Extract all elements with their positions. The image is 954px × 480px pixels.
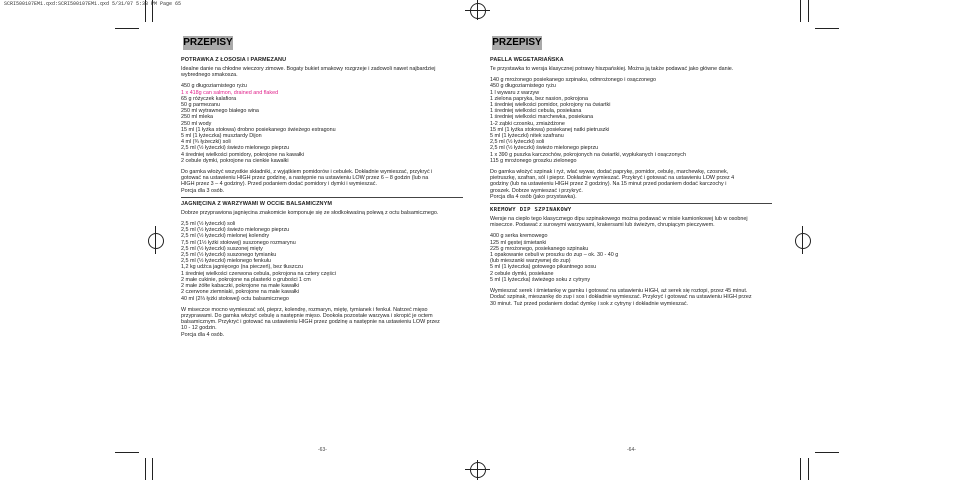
- ingredient: 2,5 ml (½ łyżeczki) świeżo mielonego pieprzu: [181, 227, 290, 234]
- recipe-method: W miseczce mocno wymieszać sól, pieprz, kolendrę, rozmaryn, miętę, tymianek i fenkuł. Natrzeć mięso: [181, 306, 428, 313]
- recipe-method: Do garnka włożyć szpinak i ryż, wlać wywar, dodać paprykę, pomidor, cebulę, marchewkę, czosnek,: [490, 169, 729, 176]
- recipe-method: godziny (lub na ustawieniu HIGH przez 2 godziny). Na 15 minut przed podaniem dodać karczochy i: [490, 181, 727, 188]
- registration-crosshair: [465, 10, 490, 11]
- recipe-title: PAELLA WEGETARIAŃSKA: [490, 57, 564, 63]
- ingredient: 5 ml (1 łyżeczka) gotowego pikantnego sosu: [490, 264, 597, 271]
- ingredient: 2 małe cukinie, pokrojone na plasterki o grubości 1 cm: [181, 276, 311, 283]
- registration-mark-icon: [470, 462, 486, 478]
- ingredient: 250 ml wytrawnego białego wina: [181, 108, 259, 115]
- page-number: -63-: [318, 447, 327, 453]
- recipe-intro: Idealne danie na chłodne wieczory zimowe. Bogaty bukiet smakowy rozgrzeje i zadowoli nawet najbardziej: [181, 66, 436, 72]
- recipe-method: pietruszkę, szafran, sól i pieprz. Dokładnie wymieszać. Przykryć i gotować na ustawieniu LOW przez 4: [490, 175, 735, 182]
- crop-mark: [800, 0, 801, 22]
- ingredient: 40 ml (2⅔ łyżki stołowej) octu balsamicznego: [181, 295, 289, 302]
- ingredient: 1 x 390 g puszka karczochów, pokrojonych na ćwiartki, wypłukanych i osączonych: [490, 151, 686, 158]
- registration-crosshair: [155, 226, 156, 254]
- recipe-method: Dodać szpinak, mieszankę do zup i sos i dokładnie wymieszać. Przykryć i gotować na ustawieniu HIGH przez: [490, 294, 752, 301]
- crop-mark: [145, 0, 146, 22]
- ingredient: 2,5 ml (½ łyżeczki) soli: [490, 139, 545, 146]
- ingredient: 1 opakowanie cebuli w proszku do zup – ok. 30 - 40 g: [490, 252, 619, 259]
- section-divider: [490, 203, 772, 204]
- ingredient: 1 l wywaru z warzyw: [490, 89, 540, 96]
- registration-crosshair: [465, 469, 490, 470]
- ingredient: 450 g długoziarnistego ryżu: [490, 83, 556, 90]
- recipe-title: JAGNIĘCINA Z WARZYWAMI W OCCIE BALSAMICZNYM: [181, 200, 333, 207]
- recipe-method: balsamicznym. Przykryć i gotować na ustawieniu HIGH przez godzinę a następnie na ustawieniu LOW przez: [181, 319, 440, 326]
- ingredient: (lub mieszanki warzywnej do zup): [490, 258, 571, 265]
- crop-mark: [152, 0, 153, 22]
- ingredient: 1-2 ząbki czosnku, zmiażdżone: [490, 120, 565, 127]
- ingredient: 2,5 ml (½ łyżeczki) mielonej kolendry: [181, 233, 270, 240]
- ingredient: 2 cebule dymki, pokrojone na cienkie kawałki: [181, 157, 289, 164]
- ingredient: 1 zielona papryka, bez nasion, pokrojona: [490, 95, 588, 102]
- ingredient: 2,5 ml (½ łyżeczki) soli: [181, 221, 236, 228]
- ingredient: 250 ml wody: [181, 120, 212, 127]
- ingredient: 225 g mrożonego, posiekanego szpinaku: [490, 245, 589, 252]
- ingredient: 2 małe żółte kabaczki, pokrojone na małe kawałki: [181, 283, 300, 290]
- crop-mark: [808, 458, 809, 480]
- ingredient: 4 ml (¾ łyżeczki) soli: [181, 139, 231, 146]
- ingredient: 15 ml (1 łyżka stołowa) drobno posiekanego świeżego estragonu: [181, 126, 336, 133]
- ingredient: 450 g długoziarnistego ryżu: [181, 83, 247, 90]
- section-tag: PRZEPISY: [183, 37, 233, 48]
- ingredient: 1 średniej wielkości czerwona cebula, pokrojona na cztery części: [181, 270, 336, 277]
- recipe-intro: Wersje na ciepło tego klasycznego dipu szpinakowego można podawać w misie kamionkowej lub w osobnej: [490, 216, 748, 223]
- ingredient: 5 ml (1 łyżeczka) musztardy Dijon: [181, 133, 262, 140]
- recipe-title: KREMOWY DIP SZPINAKOWY: [490, 207, 572, 214]
- recipe-method: 10 - 12 godzin.: [181, 325, 217, 332]
- recipe-intro: wybrednego smakosza.: [181, 72, 238, 79]
- recipe-intro: Dobrze przyprawiona jagnięcina znakomicie komponuje się ze słodkokwaśną polewą z octu balsamicznego.: [181, 209, 439, 216]
- page-content: [490, 57, 772, 307]
- ingredient: 5 ml (1 łyżeczka) świeżego soku z cytryny: [490, 276, 591, 283]
- ingredient: 15 ml (1 łyżka stołowa) posiekanej natki pietruszki: [490, 126, 610, 133]
- crop-mark: [145, 458, 146, 480]
- ingredient: 65 g różyczek kalafiora: [181, 95, 237, 102]
- recipe-method: 30 minut. Tuż przed podaniem dodać dymkę i sok z cytryny i dokładnie wymieszać.: [490, 300, 689, 307]
- crop-mark: [115, 452, 139, 453]
- recipe-method: Do garnka włożyć wszystkie składniki, z wyjątkiem pomidorów i cebulek. Dokładnie wymieszać, przykryć i: [181, 169, 433, 176]
- recipe-method: Porcja dla 3 osób.: [181, 187, 225, 194]
- ingredient: 2,5 ml (½ łyżeczki) świeżo mielonego pieprzu: [490, 145, 599, 152]
- left-page: [181, 34, 463, 444]
- recipe-method: HIGH przez 3 – 4 godziny). Przed podaniem dodać pomidory i dymki i wymieszać.: [181, 181, 377, 188]
- registration-mark-icon: [470, 3, 486, 19]
- ingredient: 2 czerwone ziemniaki, pokrojone na małe kawałki: [181, 289, 300, 296]
- ingredient: 140 g mrożonego posiekanego szpinaku, odmrożonego i osączonego: [490, 77, 657, 84]
- recipe-method: przyprawami. Do garnka włożyć cebulę a następnie mięso. Dookoła pozostałe warzywa i skropić je octem: [181, 312, 433, 319]
- ingredient: 7,5 ml (1½ łyżki stołowej) suszonego rozmarynu: [181, 239, 296, 246]
- crop-mark: [152, 458, 153, 480]
- recipe-method: groszek. Dobrze wymieszać i przykryć.: [490, 187, 583, 194]
- ingredient: 50 g parmezanu: [181, 102, 220, 109]
- ingredient: 1 średniej wielkości cebula, posiekana: [490, 108, 582, 115]
- recipe-method: Porcja dla 4 osób (jako przystawka).: [490, 193, 577, 200]
- recipe-method: Porcja dla 4 osób.: [181, 331, 225, 338]
- ingredient: 2,5 ml (½ łyżeczki) świeżo mielonego pieprzu: [181, 145, 290, 152]
- crop-mark: [115, 28, 139, 29]
- ingredient: 5 ml (1 łyżeczki) nitek szafranu: [490, 133, 564, 140]
- ingredient: 2,5 ml (½ łyżeczki) mielonego fenkułu: [181, 258, 271, 265]
- ingredient: 400 g serka kremowego: [490, 233, 548, 240]
- crop-mark: [808, 0, 809, 22]
- registration-crosshair: [802, 226, 803, 254]
- ingredient: 125 ml gęstej śmietanki: [490, 239, 547, 246]
- page-content: [181, 57, 463, 338]
- registration-mark-icon: [148, 233, 164, 249]
- recipe-method: Wymieszać serek i śmietankę w garnku i gotować na ustawieniu HIGH, aż serek się roztopi, przez 45 minut.: [490, 288, 748, 295]
- page-number: -64-: [627, 447, 636, 453]
- ingredient: 2 cebule dymki, posiekane: [490, 270, 554, 277]
- section-divider: [181, 197, 463, 198]
- ingredient: 2,5 ml (½ łyżeczki) suszonego tymianku: [181, 252, 277, 259]
- crop-mark: [800, 458, 801, 480]
- recipe-intro: miseczce. Podawać z surowymi warzywami, krakersami lub świeżym, chrupiącym pieczywem.: [490, 222, 715, 229]
- ingredient: 1 średniej wielkości pomidor, pokrojony na ćwiartki: [490, 102, 611, 109]
- crop-mark: [815, 452, 839, 453]
- ingredient: 1 x 418g can salmon, drained and flaked: [181, 89, 279, 96]
- ingredient: 1 średniej wielkości marchewka, posiekana: [490, 114, 594, 121]
- file-header: SCRI500107EM1.qxd:SCRI500107EM1.qxd 5/31/07 5:33 PM Page 65: [4, 1, 182, 7]
- right-page: [490, 34, 772, 444]
- recipe-title: POTRAWKA Z ŁOSOSIA I PARMEZANU: [181, 57, 287, 63]
- ingredient: 250 ml mleka: [181, 114, 214, 121]
- ingredient: 115 g mrożonego groszku zielonego: [490, 157, 577, 164]
- ingredient: 2,5 ml (½ łyżeczki) suszonej mięty: [181, 245, 263, 252]
- recipe-method: gotować na ustawieniu HIGH przez godzinę, a następnie na ustawieniu LOW przez 6 – 8 godzin (lub na: [181, 175, 429, 182]
- section-tag: PRZEPISY: [492, 37, 542, 48]
- recipe-intro: Te przystawka to wersja klasycznej potrawy hiszpańskiej. Można ją także podawać jako główne danie.: [490, 66, 734, 72]
- crop-mark: [815, 28, 839, 29]
- ingredient: 1,2 kg udźca jagnięcego (na pieczeń), bez tłuszczu: [181, 264, 303, 271]
- ingredient: 4 średniej wielkości pomidory, pokrojone na kawałki: [181, 151, 305, 158]
- registration-mark-icon: [795, 233, 811, 249]
